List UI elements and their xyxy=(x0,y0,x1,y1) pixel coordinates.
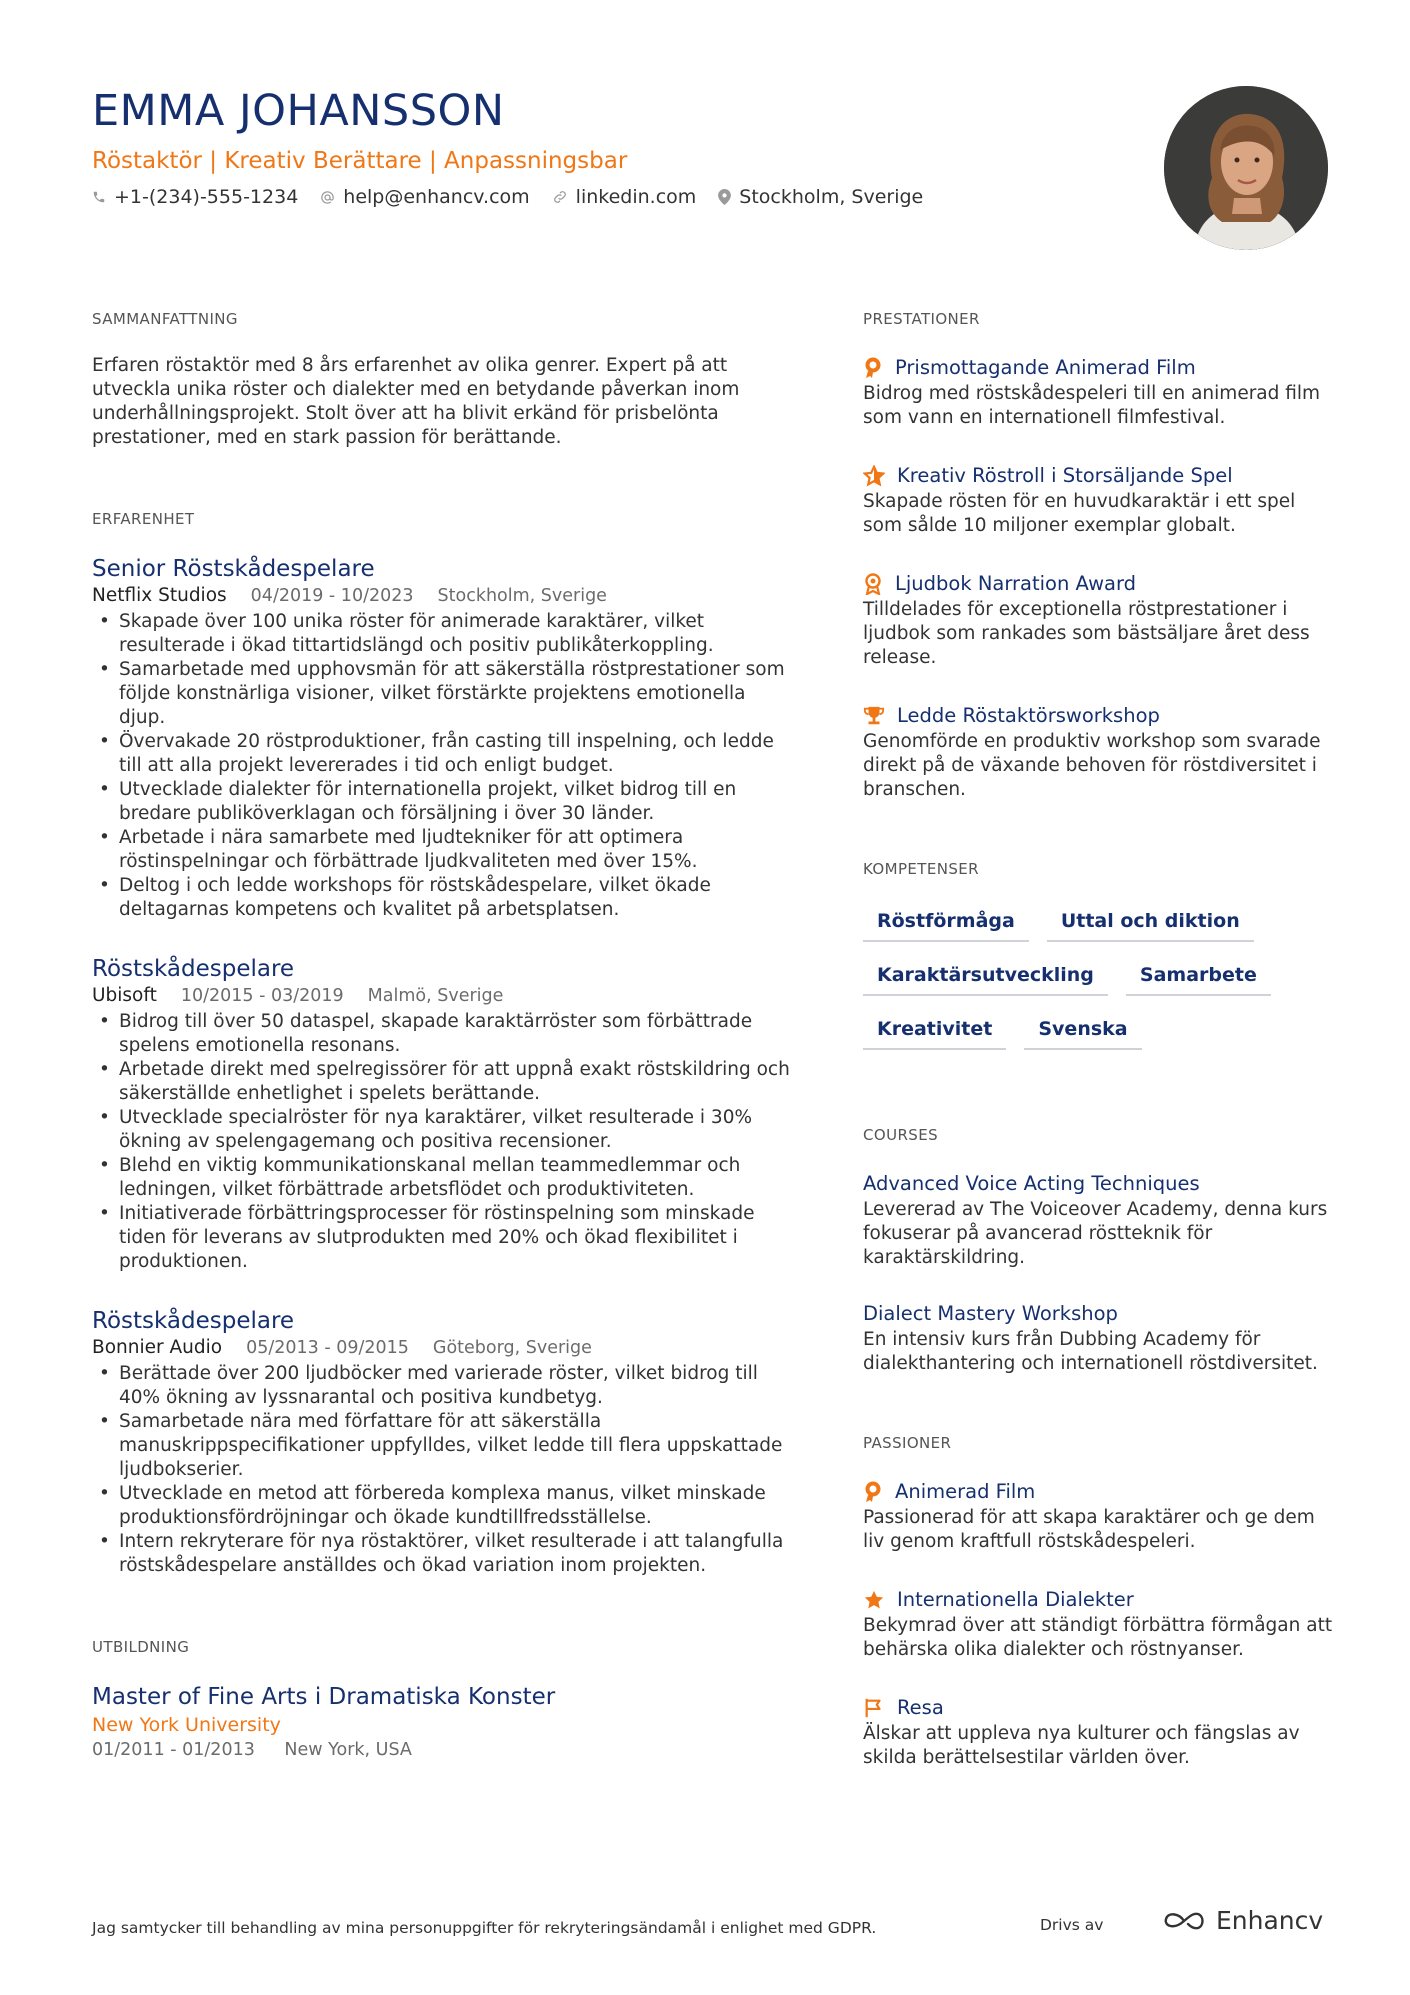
left-column xyxy=(92,310,792,1762)
job-bullet: • Samarbetade med upphovsmän för att säkerställa röstprestationer som följde konstnärliga visioner, vilket förstärkte projektens emotionella djup. xyxy=(119,658,792,730)
job-meta xyxy=(92,1336,792,1360)
skill-tag: Kreativitet xyxy=(863,1012,1006,1050)
job-meta xyxy=(92,584,792,608)
job-bullet: • Arbetade direkt med spelregissörer för att uppnå exakt röstskildring och säkerställde enhetlighet i spelets berättande. xyxy=(119,1058,792,1106)
course-desc: Levererad av The Voiceover Academy, denna kurs fokuserar på avancerad röstteknik för karaktärskildring. xyxy=(863,1199,1328,1268)
job-bullet: • Övervakade 20 röstproduktioner, från casting till inspelning, och ledde till att alla projekt levererades i tid och enligt budget. xyxy=(119,730,792,778)
job-title: Röstskådespelare xyxy=(92,1308,295,1334)
achievement-desc: Genomförde en produktiv workshop som svarade direkt på de växande behoven för röstdiversitet i branschen. xyxy=(863,731,1321,800)
skill-tag: Karaktärsutveckling xyxy=(863,958,1108,996)
passion-item xyxy=(863,1694,1333,1770)
location-text: Stockholm, Sverige xyxy=(739,186,924,208)
job-location: Göteborg, Sverige xyxy=(432,1338,592,1358)
job-bullet: • Bidrog till över 50 dataspel, skapade karaktärröster som förbättrade spelens emotionella resonans. xyxy=(119,1010,792,1058)
skills-list xyxy=(863,904,1323,1066)
passion-title: Animerad Film xyxy=(895,1480,1036,1503)
job-company: Ubisoft xyxy=(92,985,157,1006)
job-company: Bonnier Audio xyxy=(92,1337,223,1358)
job-bullet: • Initiativerade förbättringsprocesser för röstinspelning som minskade tiden för leverans av slutprodukten med 20% och ökad flexibilitet i produktionen. xyxy=(119,1202,792,1274)
candidate-name: EMMA JOHANSSON xyxy=(92,86,505,136)
star-icon xyxy=(863,1589,885,1611)
achievement-item xyxy=(863,354,1333,430)
phone-text: +1-(234)-555-1234 xyxy=(114,186,299,208)
powered-by-label: Drivs av xyxy=(1040,1916,1104,1934)
skill-tag: Svenska xyxy=(1024,1012,1141,1050)
job-bullet: • Berättade över 200 ljudböcker med varierade röster, vilket bidrog till 40% ökning av lyssnarantal och positiva kundbetyg. xyxy=(119,1362,792,1410)
education-location: New York, USA xyxy=(284,1740,412,1760)
email-text: help@enhancv.com xyxy=(343,186,530,208)
summary-heading: SAMMANFATTNING xyxy=(92,310,238,328)
course-desc: En intensiv kurs från Dubbing Academy för dialekthantering och internationell röstdiversitet. xyxy=(863,1329,1318,1374)
passion-item xyxy=(863,1478,1333,1554)
course-item xyxy=(863,1170,1333,1270)
passion-title: Resa xyxy=(897,1696,944,1719)
job-bullet: • Utvecklade dialekter för internationella projekt, vilket bidrog till en bredare publiköverklagan och försäljning i över 30 länder. xyxy=(119,778,792,826)
right-column xyxy=(863,310,1333,1802)
achievement-title: Ledde Röstaktörsworkshop xyxy=(897,704,1160,727)
job-location: Malmö, Sverige xyxy=(367,986,504,1006)
candidate-tagline: Röstaktör | Kreativ Berättare | Anpassningsbar xyxy=(92,148,628,174)
passion-desc: Bekymrad över att ständigt förbättra förmågan att behärska olika dialekter och röstnyanser. xyxy=(863,1615,1333,1660)
job-entry xyxy=(92,554,792,922)
contact-linkedin[interactable] xyxy=(552,186,697,208)
linkedin-text: linkedin.com xyxy=(575,186,697,208)
job-title: Senior Röstskådespelare xyxy=(92,556,375,582)
achievement-item xyxy=(863,702,1333,802)
job-bullet: • Utvecklade specialröster för nya karaktärer, vilket resulterade i 30% ökning av spelengagemang och positiva recensioner. xyxy=(119,1106,792,1154)
gdpr-consent: Jag samtycker till behandling av mina personuppgifter för rekryteringsändamål i enlighet med GDPR. xyxy=(92,1919,877,1937)
job-dates: 04/2019 - 10/2023 xyxy=(250,586,414,606)
job-bullet: • Skapade över 100 unika röster för animerade karaktärer, vilket resulterade i ökad tittartidslängd och positiv publikåterkoppling. xyxy=(119,610,792,658)
job-dates: 05/2013 - 09/2015 xyxy=(246,1338,409,1358)
job-bullet: • Blehd en viktig kommunikationskanal mellan teammedlemmar och ledningen, vilket förbättrade arbetsflödet och produktiviteten. xyxy=(119,1154,792,1202)
education-degree: Master of Fine Arts i Dramatiska Konster xyxy=(92,1684,556,1710)
skill-tag: Samarbete xyxy=(1126,958,1271,996)
job-dates: 10/2015 - 03/2019 xyxy=(180,986,344,1006)
skill-tag: Uttal och diktion xyxy=(1047,904,1254,942)
infinity-logo-icon xyxy=(1160,1909,1208,1933)
achievement-desc: Bidrog med röstskådespeleri till en animerad film som vann en internationell filmfestival. xyxy=(863,383,1321,428)
job-bullets xyxy=(92,1010,792,1274)
education-dates: 01/2011 - 01/2013 xyxy=(92,1740,255,1760)
flag-icon xyxy=(863,1697,885,1719)
ribbon-icon xyxy=(863,1481,883,1503)
course-title: Advanced Voice Acting Techniques xyxy=(863,1172,1200,1195)
passion-title: Internationella Dialekter xyxy=(897,1588,1134,1611)
at-icon xyxy=(320,190,335,205)
education-heading: UTBILDNING xyxy=(92,1638,190,1656)
job-entry xyxy=(92,954,792,1274)
achievements-heading: PRESTATIONER xyxy=(863,310,980,328)
achievement-title: Ljudbok Narration Award xyxy=(895,572,1137,595)
education-meta xyxy=(92,1738,792,1762)
experience-heading: ERFARENHET xyxy=(92,510,195,528)
achievement-title: Kreativ Röstroll i Storsäljande Spel xyxy=(897,464,1233,487)
job-title: Röstskådespelare xyxy=(92,956,295,982)
achievement-desc: Skapade rösten för en huvudkaraktär i ett spel som sålde 10 miljoner exemplar globalt. xyxy=(863,491,1296,536)
job-bullet: • Arbetade i nära samarbete med ljudtekniker för att optimera röstinspelningar och förbättrade ljudkvaliteten med över 15%. xyxy=(119,826,792,874)
skills-heading: KOMPETENSER xyxy=(863,860,979,878)
job-company: Netflix Studios xyxy=(92,585,227,606)
trophy-icon xyxy=(863,705,885,727)
passions-heading: PASSIONER xyxy=(863,1434,952,1452)
location-pin-icon xyxy=(718,189,731,205)
education-school: New York University xyxy=(92,1714,281,1736)
job-bullet: • Samarbetade nära med författare för att säkerställa manuskrippspecifikationer uppfylldes, vilket ledde till flera uppskattade ljudbokserier. xyxy=(119,1410,792,1482)
job-bullet: • Utvecklade en metod att förbereda komplexa manus, vilket minskade produktionsfördröjningar och ökade kundtillfredsställelse. xyxy=(119,1482,792,1530)
job-bullet: • Intern rekryterare för nya röstaktörer, vilket resulterade i att talangfulla röstskådespelare anställdes och ökad variation inom projekten. xyxy=(119,1530,792,1578)
enhancv-logo[interactable] xyxy=(1160,1906,1323,1935)
achievement-item xyxy=(863,462,1333,538)
course-item xyxy=(863,1300,1333,1376)
contact-email[interactable] xyxy=(320,186,529,208)
contact-bar xyxy=(92,186,945,208)
passion-item xyxy=(863,1586,1333,1662)
achievement-item xyxy=(863,570,1333,670)
job-bullet: • Deltog i och ledde workshops för röstskådespelare, vilket ökade deltagarnas kompetens och kvalitet på arbetsplatsen. xyxy=(119,874,792,922)
profile-photo xyxy=(1164,86,1328,250)
link-icon xyxy=(552,189,568,205)
skill-tag: Röstförmåga xyxy=(863,904,1029,942)
star-icon xyxy=(863,465,885,487)
contact-phone xyxy=(92,186,298,208)
brand-name: Enhancv xyxy=(1216,1906,1324,1935)
job-bullets xyxy=(92,610,792,922)
course-title: Dialect Mastery Workshop xyxy=(863,1302,1118,1325)
award-ribbon-icon xyxy=(863,357,883,379)
achievement-title: Prismottagande Animerad Film xyxy=(895,356,1196,379)
job-meta xyxy=(92,984,792,1008)
summary-text: Erfaren röstaktör med 8 års erfarenhet av olika genrer. Expert på att utveckla unika röster och dialekter med en betydande påverkan inom underhållningsprojekt. Stolt över att ha blivit erkänd för prisbelönta prestationer, med en stark passion för berättande. xyxy=(92,355,740,448)
passion-desc: Älskar att uppleva nya kulturer och fängslas av skilda berättelsestilar världen över. xyxy=(863,1723,1300,1768)
passion-desc: Passionerad för att skapa karaktärer och ge dem liv genom kraftfull röstskådespeleri. xyxy=(863,1507,1315,1552)
medal-icon xyxy=(863,573,883,595)
courses-heading: COURSES xyxy=(863,1126,939,1144)
job-entry xyxy=(92,1306,792,1578)
achievement-desc: Tilldelades för exceptionella röstprestationer i ljudbok som rankades som bästsäljare året dess release. xyxy=(863,599,1310,668)
job-bullets xyxy=(92,1362,792,1578)
job-location: Stockholm, Sverige xyxy=(437,586,607,606)
contact-location xyxy=(718,186,923,208)
phone-icon xyxy=(92,190,106,204)
